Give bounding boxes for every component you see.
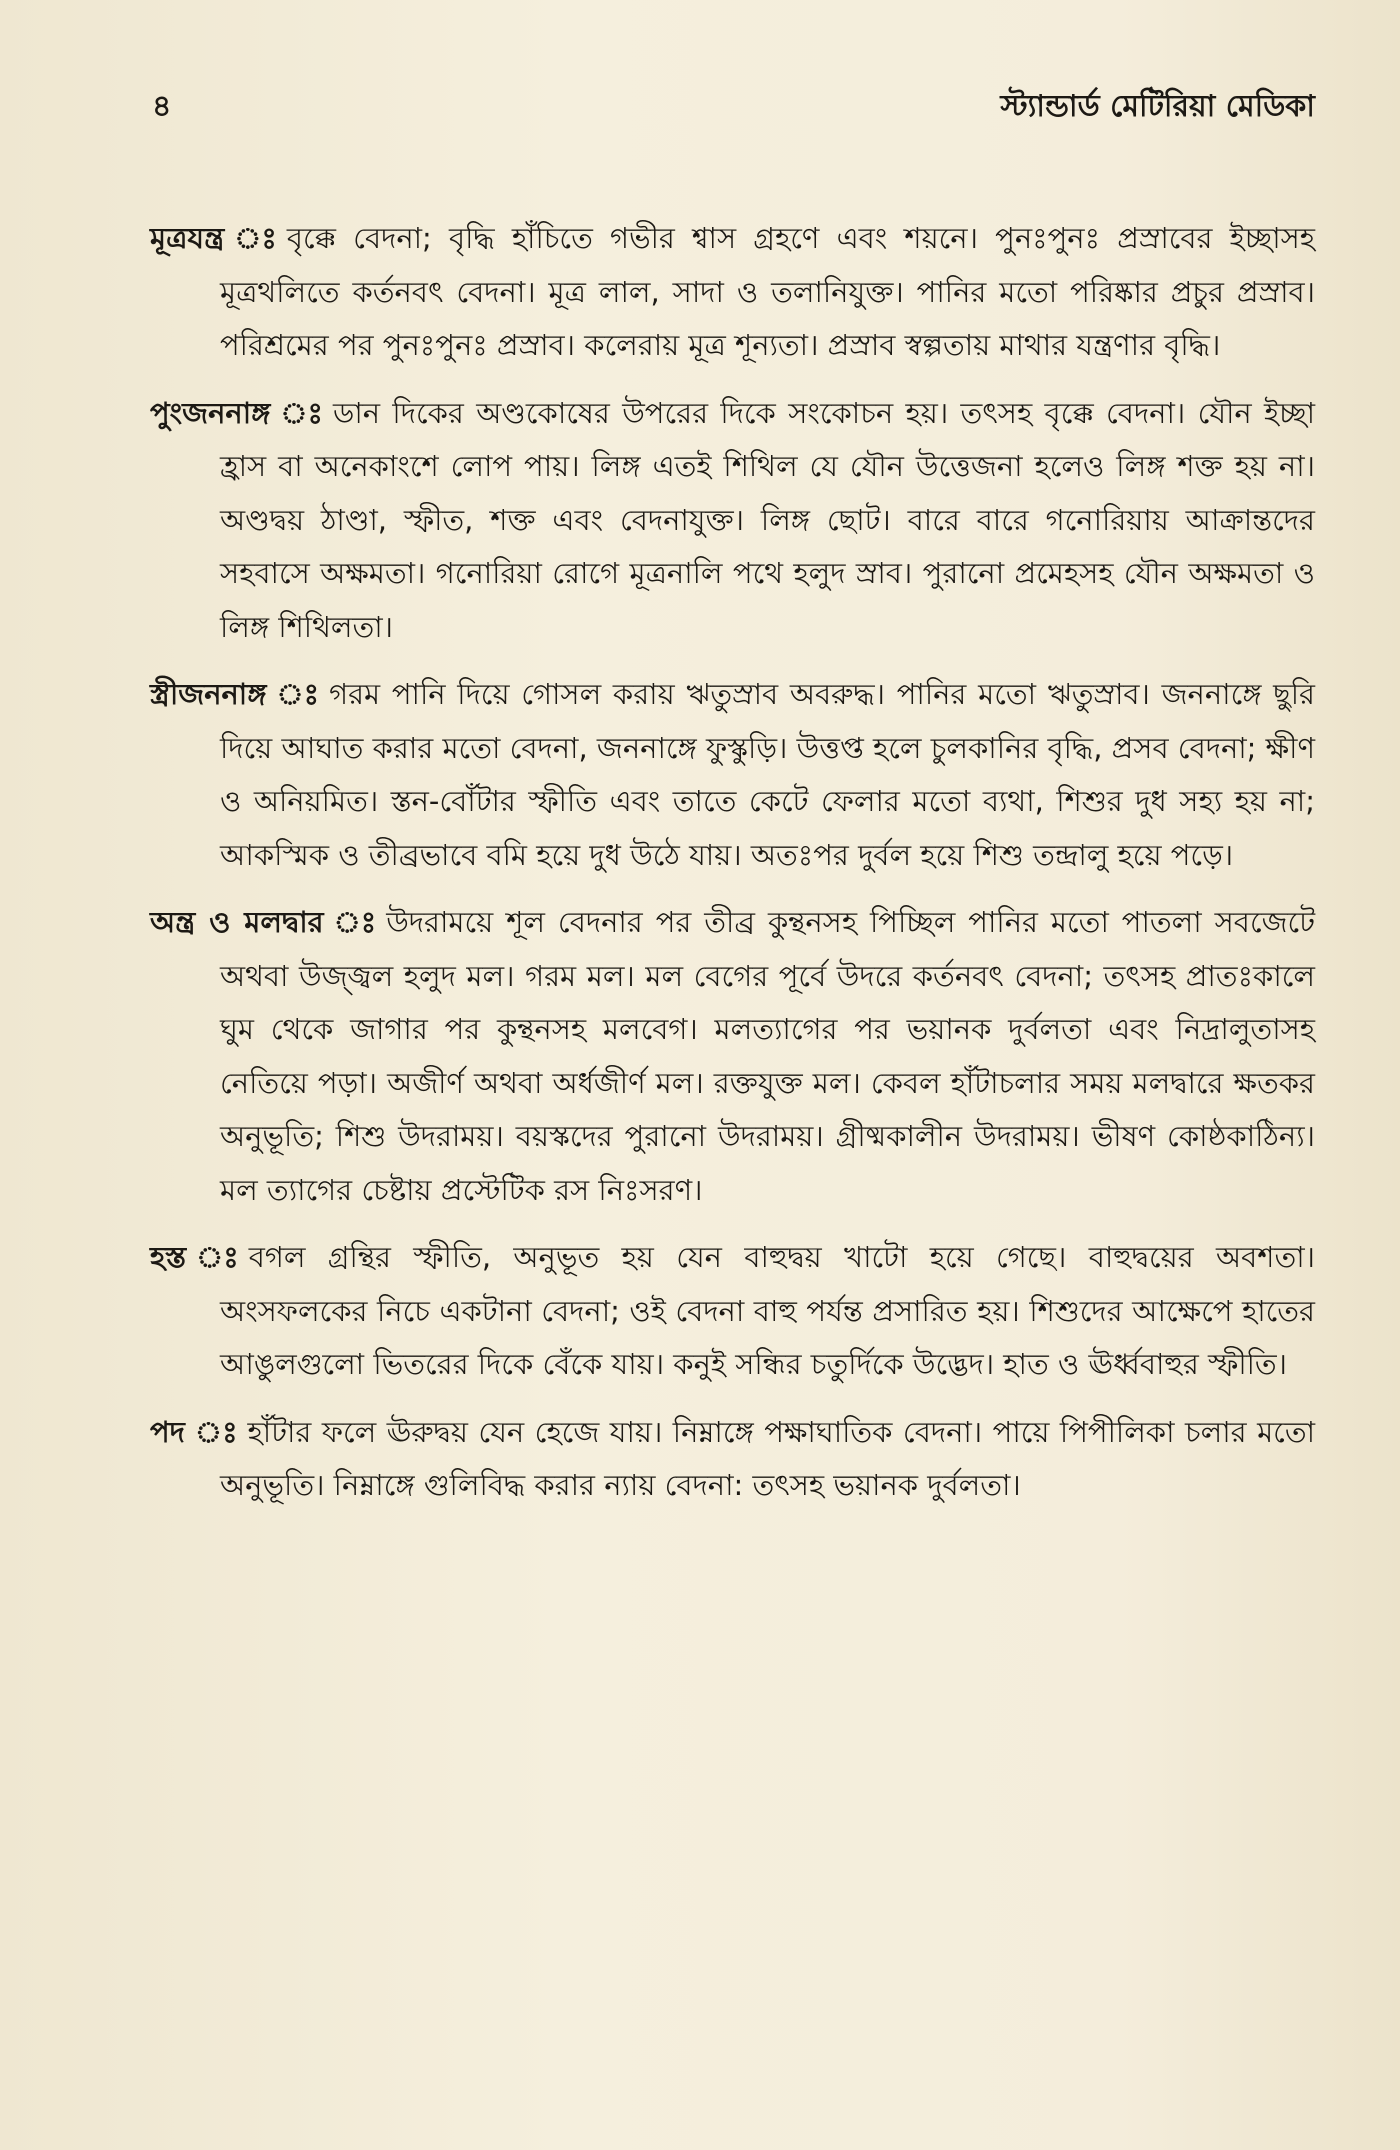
running-title: স্ট্যান্ডার্ড মেটিরিয়া মেডিকা — [1000, 89, 1315, 124]
section-text: গরম পানি দিয়ে গোসল করায় ঋতুস্রাব অবরুদ্ধ। পানির মতো ঋতুস্রাব। জননাঙ্গে ছুরি দিয়ে আঘাত করার মতো বেদনা, জননাঙ্গে ফুস্কুড়ি। উত্তপ্ত হলে চুলকানির বৃদ্ধি, প্রসব বেদনা; ক্ষীণ ও অনিয়মিত। স্তন-বোঁটার স্ফীতি এবং তাতে কেটে ফেলার মতো ব্যথা, শিশুর দুধ সহ্য হয় না; আকস্মিক ও তীব্রভাবে বমি হয়ে দুধ উঠে যায়। অতঃপর দুর্বল হয়ে শিশু তন্দ্রালু হয়ে পড়ে। — [220, 677, 1315, 872]
section-separator: ঃ — [333, 905, 377, 939]
section-separator: ঃ — [234, 221, 277, 255]
section-title: মূত্রযন্ত্র — [150, 221, 225, 255]
section-text: ডান দিকের অণ্ডকোষের উপরের দিকে সংকোচন হয়। তৎসহ বৃক্কে বেদনা। যৌন ইচ্ছা হ্রাস বা অনেকাংশে লোপ পায়। লিঙ্গ এতই শিথিল যে যৌন উত্তেজনা হলেও লিঙ্গ শক্ত হয় না। অণ্ডদ্বয় ঠাণ্ডা, স্ফীত, শক্ত এবং বেদনাযুক্ত। লিঙ্গ ছোট। বারে বারে গনোরিয়ায় আক্রান্তদের সহবাসে অক্ষমতা। গনোরিয়া রোগে মূত্রনালি পথে হলুদ স্রাব। পুরানো প্রমেহসহ যৌন অক্ষমতা ও লিঙ্গ শিথিলতা। — [220, 395, 1315, 644]
section-separator: ঃ — [194, 1414, 238, 1449]
section-text: বগল গ্রন্থির স্ফীতি, অনুভূত হয় যেন বাহুদ্বয় খাটো হয়ে গেছে। বাহুদ্বয়ের অবশতা। অংসফলকের নিচে একটানা বেদনা; ওই বেদনা বাহু পর্যন্ত প্রসারিত হয়। শিশুদের আক্ষেপে হাতের আঙুলগুলো ভিতরের দিকে বেঁকে যায়। কনুই সন্ধির চতুর্দিকে উদ্ভেদ। হাত ও ঊর্ধ্ববাহুর স্ফীতি। — [220, 1240, 1315, 1381]
page-body — [150, 212, 1315, 1527]
section-text: বৃক্কে বেদনা; বৃদ্ধি হাঁচিতে গভীর শ্বাস গ্রহণে এবং শয়নে। পুনঃপুনঃ প্রস্রাবের ইচ্ছাসহ মূত্রথলিতে কর্তনবৎ বেদনা। মূত্র লাল, সাদা ও তলানিযুক্ত। পানির মতো পরিষ্কার প্রচুর প্রস্রাব। পরিশ্রমের পর পুনঃপুনঃ প্রস্রাব। কলেরায় মূত্র শূন্যতা। প্রস্রাব স্বল্পতায় মাথার যন্ত্রণার বৃদ্ধি। — [220, 221, 1315, 362]
section-separator: ঃ — [280, 395, 323, 430]
section-separator: ঃ — [276, 677, 320, 711]
section-urinary — [150, 212, 1315, 373]
section-text: হাঁটার ফলে ঊরুদ্বয় যেন হেজে যায়। নিম্নাঙ্গে পক্ষাঘাতিক বেদনা। পায়ে পিপীলিকা চলার মতো অনুভূতি। নিম্নাঙ্গে গুলিবিদ্ধ করার ন্যায় বেদনা: তৎসহ ভয়ানক দুর্বলতা। — [220, 1414, 1315, 1502]
section-hands — [150, 1231, 1315, 1392]
section-title: অন্ত্র ও মলদ্বার — [150, 905, 324, 939]
section-text: উদরাময়ে শূল বেদনার পর তীব্র কুন্থনসহ পিচ্ছিল পানির মতো পাতলা সবজেটে অথবা উজ্জ্বল হলুদ মল। গরম মল। মল বেগের পূর্বে উদরে কর্তনবৎ বেদনা; তৎসহ প্রাতঃকালে ঘুম থেকে জাগার পর কুন্থনসহ মলবেগ। মলত্যাগের পর ভয়ানক দুর্বলতা এবং নিদ্রালুতাসহ নেতিয়ে পড়া। অজীর্ণ অথবা অর্ধজীর্ণ মল। রক্তযুক্ত মল। কেবল হাঁটাচলার সময় মলদ্বারে ক্ষতকর অনুভূতি; শিশু উদরাময়। বয়স্কদের পুরানো উদরাময়। গ্রীষ্মকালীন উদরাময়। ভীষণ কোষ্ঠকাঠিন্য। মল ত্যাগের চেষ্টায় প্রস্টেটিক রস নিঃসরণ। — [220, 905, 1315, 1207]
page-header — [152, 82, 1315, 132]
page-number: ৪ — [152, 89, 172, 124]
section-legs — [150, 1406, 1315, 1513]
section-title: পদ — [150, 1414, 185, 1449]
section-female-genitals — [150, 668, 1315, 882]
section-title: হস্ত — [150, 1240, 187, 1274]
section-title: স্ত্রীজননাঙ্গ — [150, 677, 267, 711]
section-separator: ঃ — [196, 1240, 239, 1274]
section-intestine-rectum — [150, 896, 1315, 1217]
section-title: পুংজননাঙ্গ — [150, 395, 271, 430]
section-male-genitals — [150, 387, 1315, 655]
